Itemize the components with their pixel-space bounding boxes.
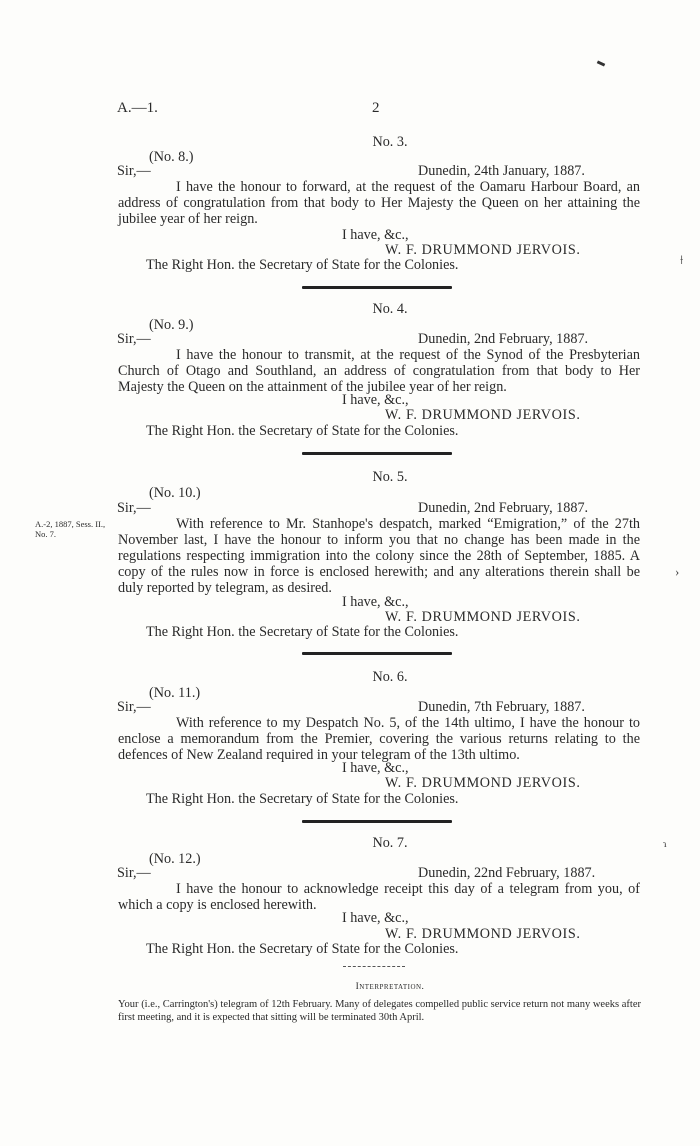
letter-close: I have, &c., [342,594,409,610]
addressee: The Right Hon. the Secretary of State for the Colonies. [146,423,459,439]
addressee: The Right Hon. the Secretary of State for the Colonies. [146,624,459,640]
letter-reference: (No. 10.) [149,485,201,501]
letter-number: No. 3. [372,134,408,150]
addressee: The Right Hon. the Secretary of State for the Colonies. [146,257,459,273]
divider-dashes [343,966,405,968]
letter-reference: (No. 12.) [149,851,201,867]
margin-mark: ɿ [663,838,667,850]
letter-body-text: With reference to Mr. Stanhope's despatch, marked “Emigration,” of the 27th November last, I have the honour to inform you that no change has been made in the regulations respecting immigration into the colony since the 28th of September, 1885. A copy of the rules now in force is enclosed herewith; and any alterations therein shall be duly reported by telegram, as desired. [118,516,640,596]
letter-body [118,179,640,227]
series-id: A.—1. [117,100,158,116]
salutation: Sir,— [117,699,151,715]
section-rule [302,652,452,655]
signature: W. F. DRUMMOND JERVOIS. [385,609,581,625]
letter-date: Dunedin, 22nd February, 1887. [418,865,596,881]
stray-mark [597,60,606,66]
letter-close: I have, &c., [342,392,409,408]
signature: W. F. DRUMMOND JERVOIS. [385,407,581,423]
page-number: 2 [372,100,380,116]
interpretation-text: Your (i.e., Carrington's) telegram of 12th February. Many of delegates compelled public service return not many weeks after first meeting, and it is expected that sitting will be terminated 30th April. [118,999,641,1023]
margin-note: A.-2, 1887, Sess. II., No. 7. [35,519,106,539]
signature: W. F. DRUMMOND JERVOIS. [385,775,581,791]
section-rule [302,820,452,823]
letter-number: No. 7. [372,835,408,851]
letter-body [118,715,640,763]
letter-number: No. 6. [372,669,408,685]
salutation: Sir,— [117,331,151,347]
salutation: Sir,— [117,163,151,179]
interpretation-heading-text: Interpretation. [355,982,425,992]
letter-date: Dunedin, 2nd February, 1887. [418,331,589,347]
letter-body-text: I have the honour to transmit, at the request of the Synod of the Presbyterian Church of Otago and Southland, an address of congratulation from that body to Her Majesty the Queen on the attainment of the jubilee year of her reign. [118,347,640,395]
addressee: The Right Hon. the Secretary of State for the Colonies. [146,941,459,957]
signature: W. F. DRUMMOND JERVOIS. [385,242,581,258]
letter-close: I have, &c., [342,760,409,776]
letter-date: Dunedin, 7th February, 1887. [418,699,585,715]
section-rule [302,452,452,455]
salutation: Sir,— [117,500,151,516]
letter-body [118,881,640,913]
letter-body [118,347,640,395]
addressee: The Right Hon. the Secretary of State for the Colonies. [146,791,459,807]
margin-mark: › [675,564,680,579]
letter-date: Dunedin, 24th January, 1887. [418,163,585,179]
letter-reference: (No. 9.) [149,317,194,333]
margin-mark: ⟊ [680,252,684,267]
salutation: Sir,— [117,865,151,881]
letter-body-text: I have the honour to acknowledge receipt this day of a telegram from you, of which a copy is enclosed herewith. [118,881,640,913]
letter-close: I have, &c., [342,227,409,243]
interpretation-heading [0,982,700,992]
letter-body-text: With reference to my Despatch No. 5, of the 14th ultimo, I have the honour to enclose a memorandum from the Premier, covering the various returns relating to the defences of New Zealand required in your telegram of the 13th ultimo. [118,715,640,763]
letter-body-text: I have the honour to forward, at the request of the Oamaru Harbour Board, an address of congratulation from that body to Her Majesty the Queen on her attaining the jubilee year of her reign. [118,179,640,227]
letter-reference: (No. 11.) [149,685,201,701]
letter-number: No. 5. [372,469,408,485]
letter-close: I have, &c., [342,910,409,926]
letter-reference: (No. 8.) [149,149,194,165]
section-rule [302,286,452,289]
letter-date: Dunedin, 2nd February, 1887. [418,500,589,516]
letter-body [118,516,640,596]
letter-number: No. 4. [372,301,408,317]
signature: W. F. DRUMMOND JERVOIS. [385,926,581,942]
